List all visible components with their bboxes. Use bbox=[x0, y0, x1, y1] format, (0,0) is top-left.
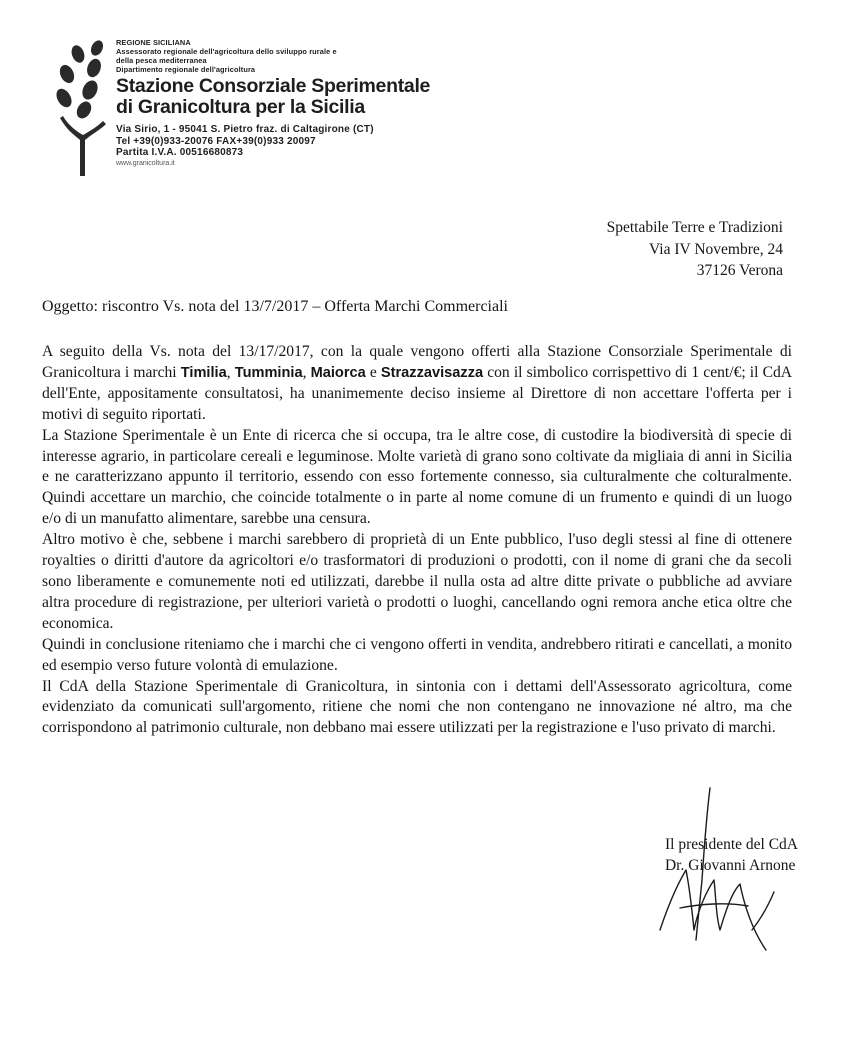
paragraph-2: La Stazione Sperimentale è un Ente di ricerca che si occupa, tra le altre cose, di custodire la biodiversità di specie di interesse agrario, in particolare cereali e leguminose. Molte varietà di grano sono coltivate da migliaia di anni in Sicilia e ne caratterizzano appunto il territorio, essendo con esso fortemente connesso, sia culturalmente che colturalmente. Quindi accettare un marchio, che coincide totalmente o in parte al nome comune di un frumento e quindi di un luogo e/o di un manufatto alimentare, sarebbe una censura. bbox=[42, 426, 792, 528]
letterhead-phone: Tel +39(0)933-20076 FAX+39(0)933 20097 bbox=[116, 135, 316, 147]
brand-strazzavisazza: Strazzavisazza bbox=[380, 364, 484, 381]
letterhead-address: Via Sirio, 1 - 95041 S. Pietro fraz. di Caltagirone (CT) bbox=[116, 124, 374, 135]
letter-body bbox=[42, 342, 792, 739]
letterhead-vat: Partita I.V.A. 00516680873 bbox=[116, 147, 244, 158]
paragraph-4: Quindi in conclusione riteniamo che i marchi che ci vengono offerti in vendita, andrebbero ritirati e cancellati, a monito ed esempio verso future volontà di emulazione. bbox=[42, 635, 792, 674]
paragraph-1 bbox=[42, 342, 792, 426]
brand-separator: , bbox=[226, 363, 235, 381]
paragraph-1-intro: A seguito della Vs. nota del 13/17/2017, con la quale vengono offerti alla Stazione Consorziale Sperimentale di Granicoltura i marchi bbox=[42, 343, 792, 381]
recipient-block bbox=[607, 217, 783, 282]
letterhead-assessorato-line1: Assessorato regionale dell'agricoltura dello sviluppo rurale e bbox=[116, 47, 337, 56]
signatory-name: Dr. Giovanni Arnone bbox=[664, 857, 796, 874]
brand-tumminia: Tumminia bbox=[234, 364, 303, 381]
brand-timilia: Timilia bbox=[180, 364, 227, 381]
closing-block bbox=[665, 834, 798, 876]
letterhead-department: Dipartimento regionale dell'agricoltura bbox=[116, 65, 256, 74]
recipient-line2: Via IV Novembre, 24 bbox=[649, 240, 783, 258]
brand-maiorca: Maiorca bbox=[310, 364, 366, 381]
paragraph-3: Altro motivo è che, sebbene i marchi sarebbero di proprietà di un Ente pubblico, l'uso degli stessi al fine di ottenere royalties o diritti d'autore da agricoltori e/o trasformatori di produzioni o prodotti, con il nome di grani che da secoli sono liberamente e comunemente noti ed utilizzati, darebbe il nulla osta ad altre ditte private o pubbliche ad avviare altra procedure di registrazione, per ulteriori varietà o prodotti o luoghi, cancellando ogni remora anche etica oltre che economica. bbox=[42, 531, 792, 632]
brand-separator: e bbox=[365, 363, 381, 381]
signatory-role: Il presidente del CdA bbox=[664, 836, 798, 853]
recipient-line1: Spettabile Terre e Tradizioni bbox=[606, 219, 783, 236]
letterhead-title-line1: Stazione Consorziale Sperimentale bbox=[116, 75, 431, 97]
letter-subject: Oggetto: riscontro Vs. nota del 13/7/2017 – Offerta Marchi Commerciali bbox=[42, 298, 508, 315]
recipient-line3: 37126 Verona bbox=[696, 262, 783, 279]
letterhead-title-line2: di Granicoltura per la Sicilia bbox=[116, 96, 365, 118]
paragraph-1-rest: con il simbolico corrispettivo di 1 cent/€; il CdA dell'Ente, appositamente consultatosi, ha unanimemente deciso insieme al Direttore di non accettare l'offerta per i motivi di seguito riportati. bbox=[42, 363, 793, 423]
letterhead-assessorato-line2: della pesca mediterranea bbox=[116, 56, 207, 65]
letterhead bbox=[116, 38, 436, 168]
brand-separator: , bbox=[302, 363, 311, 381]
letterhead-web: www.granicoltura.it bbox=[116, 159, 175, 167]
wheat-ear-logo-icon bbox=[54, 40, 112, 180]
letterhead-region: REGIONE SICILIANA bbox=[116, 38, 191, 47]
paragraph-5: Il CdA della Stazione Sperimentale di Granicoltura, in sintonia con i dettami dell'Assessorato agricoltura, come evidenziato da comunicati sull'argomento, ritiene che nomi che non contengano ne innovazione né altro, ma che corrispondono al patrimonio culturale, non debbano mai essere utilizzati per la registrazione e l'uso privato di marchi. bbox=[42, 677, 792, 737]
